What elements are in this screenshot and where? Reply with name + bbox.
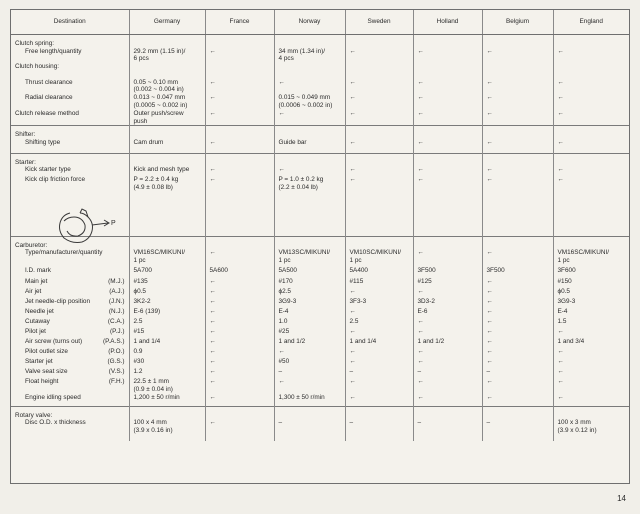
empty-cell (345, 153, 413, 166)
row-abbreviation: (F.H.) (108, 378, 125, 386)
section-title: Rotary valve: (11, 406, 129, 419)
value-cell: ← (482, 378, 553, 394)
row-label (11, 139, 129, 153)
value-cell: Guide bar (274, 139, 345, 153)
value-cell: – (413, 368, 482, 378)
value-cell (553, 63, 629, 79)
row-label (11, 94, 129, 110)
row-label (11, 79, 129, 94)
empty-cell (345, 406, 413, 419)
empty-cell (345, 236, 413, 249)
column-header: England (553, 10, 629, 35)
value-cell: ← (205, 338, 274, 348)
value-cell: ← (345, 110, 413, 126)
value-cell: 1,300 ± 50 r/min (274, 394, 345, 406)
value-cell: #135 (129, 278, 205, 288)
row-label-text: Disc O.D. x thickness (25, 419, 86, 427)
row-label (11, 298, 129, 308)
value-cell: ← (274, 110, 345, 126)
empty-cell (345, 126, 413, 139)
row-label (11, 358, 129, 368)
value-cell: 3F3-3 (345, 298, 413, 308)
value-cell: 3G9-3 (274, 298, 345, 308)
value-cell: VM16SC/MIKUNI/ 1 pc (553, 249, 629, 267)
value-cell: ← (205, 249, 274, 267)
table-row (11, 249, 629, 267)
row-label-text: Radial clearance (25, 93, 73, 101)
row-label-text: Air jet (25, 288, 42, 296)
value-cell: ϕ0.5 (129, 288, 205, 298)
value-cell: P = 1.0 ± 0.2 kg (2.2 ± 0.04 lb) (274, 176, 345, 236)
value-cell: 22.5 ± 1 mm (0.9 ± 0.04 in) (129, 378, 205, 394)
table-row (11, 278, 629, 288)
row-label-text: Needle jet (25, 308, 54, 316)
table-row (11, 419, 629, 441)
row-label-text: Type/manufacturer/quantity (25, 249, 103, 257)
value-cell: 34 mm (1.34 in)/ 4 pcs (274, 48, 345, 63)
table-row (11, 94, 629, 110)
value-cell: ← (205, 318, 274, 328)
value-cell (129, 63, 205, 79)
row-label-text: Pilot outlet size (25, 348, 68, 356)
value-cell: ← (482, 288, 553, 298)
value-cell: 100 x 3 mm (3.9 x 0.12 in) (553, 419, 629, 441)
row-label (11, 394, 129, 406)
empty-cell (553, 126, 629, 139)
value-cell: ← (482, 139, 553, 153)
value-cell: E-4 (553, 308, 629, 318)
value-cell (205, 63, 274, 79)
value-cell: ← (345, 378, 413, 394)
value-cell: ← (345, 308, 413, 318)
value-cell: 1 and 3/4 (553, 338, 629, 348)
value-cell: ← (413, 378, 482, 394)
value-cell: ← (482, 308, 553, 318)
value-cell: ← (345, 139, 413, 153)
empty-cell (413, 35, 482, 48)
value-cell: 1 and 1/2 (413, 338, 482, 348)
table-row (11, 48, 629, 63)
value-cell: ← (274, 348, 345, 358)
value-cell: ← (553, 176, 629, 236)
value-cell: 0.05 ~ 0.10 mm (0.002 ~ 0.004 in) (129, 79, 205, 94)
section-title: Starter: (11, 153, 129, 166)
value-cell: ← (205, 110, 274, 126)
column-header: Holland (413, 10, 482, 35)
value-cell: ← (345, 394, 413, 406)
value-cell: ← (205, 139, 274, 153)
value-cell: ← (553, 94, 629, 110)
empty-cell (129, 35, 205, 48)
row-abbreviation: (A.J.) (109, 288, 125, 296)
value-cell: ← (274, 378, 345, 394)
value-cell: ← (553, 48, 629, 63)
value-cell: ← (345, 328, 413, 338)
value-cell: ← (553, 394, 629, 406)
value-cell: ← (413, 318, 482, 328)
row-label-text: Clutch housing: (15, 62, 60, 70)
value-cell: ← (482, 278, 553, 288)
value-cell: ← (553, 378, 629, 394)
empty-cell (482, 406, 553, 419)
value-cell: ← (205, 288, 274, 298)
value-cell: ← (482, 358, 553, 368)
row-label (11, 110, 129, 126)
empty-cell (482, 236, 553, 249)
value-cell: ← (345, 288, 413, 298)
row-label (11, 378, 129, 394)
column-header: Sweden (345, 10, 413, 35)
value-cell: ← (482, 176, 553, 236)
value-cell: ← (345, 94, 413, 110)
value-cell: ← (205, 328, 274, 338)
row-abbreviation: (G.S.) (107, 358, 125, 366)
value-cell: 1 and 1/4 (345, 338, 413, 348)
row-abbreviation: (P.A.S.) (102, 338, 125, 346)
value-cell: ← (413, 348, 482, 358)
value-cell: VM16SC/MIKUNI/ 1 pc (129, 249, 205, 267)
row-label (11, 318, 129, 328)
empty-cell (274, 126, 345, 139)
table-row (11, 166, 629, 176)
value-cell: 1,200 ± 50 r/min (129, 394, 205, 406)
value-cell: ← (413, 176, 482, 236)
row-label (11, 278, 129, 288)
table-row (11, 298, 629, 308)
empty-cell (553, 236, 629, 249)
column-header: France (205, 10, 274, 35)
empty-cell (205, 126, 274, 139)
row-abbreviation: (C.A.) (107, 318, 125, 326)
value-cell: #125 (413, 278, 482, 288)
row-label-text: Air screw (turns out) (25, 338, 83, 346)
value-cell: – (345, 419, 413, 441)
value-cell: 3F500 (413, 267, 482, 278)
value-cell: ← (482, 318, 553, 328)
value-cell: ← (482, 94, 553, 110)
section-title: Clutch spring: (11, 35, 129, 48)
section-title-row (11, 406, 629, 419)
value-cell: ← (345, 348, 413, 358)
row-label-text: Kick clip friction force (25, 176, 86, 184)
value-cell: 2.5 (345, 318, 413, 328)
value-cell: #25 (274, 328, 345, 338)
value-cell: – (274, 419, 345, 441)
value-cell: 2.5 (129, 318, 205, 328)
row-label-text: Starter jet (25, 358, 53, 366)
empty-cell (274, 35, 345, 48)
value-cell: ← (553, 79, 629, 94)
row-label-text: Jet needle-clip position (25, 298, 91, 306)
value-cell (413, 63, 482, 79)
value-cell: ← (205, 79, 274, 94)
value-cell: #30 (129, 358, 205, 368)
value-cell: E-4 (274, 308, 345, 318)
row-label-text: Main jet (25, 278, 48, 286)
value-cell: ← (482, 110, 553, 126)
row-label (11, 166, 129, 176)
value-cell: 1 and 1/2 (274, 338, 345, 348)
row-label-text: I.D. mark (25, 267, 51, 275)
value-cell: ← (205, 368, 274, 378)
value-cell: 1 and 1/4 (129, 338, 205, 348)
row-label-text: Float height (25, 378, 59, 386)
row-label (11, 338, 129, 348)
value-cell: ← (413, 94, 482, 110)
value-cell: VM10SC/MIKUNI/ 1 pc (345, 249, 413, 267)
empty-cell (413, 236, 482, 249)
value-cell: ← (205, 308, 274, 318)
value-cell: 3K2-2 (129, 298, 205, 308)
value-cell: VM13SC/MIKUNI/ 1 pc (274, 249, 345, 267)
value-cell: – (482, 368, 553, 378)
value-cell: – (413, 419, 482, 441)
empty-cell (129, 126, 205, 139)
value-cell: ← (205, 378, 274, 394)
row-label-text: Free length/quantity (25, 47, 82, 55)
row-label-text: Thrust clearance (25, 78, 73, 86)
value-cell: ← (482, 338, 553, 348)
value-cell: ← (274, 79, 345, 94)
value-cell: 3F600 (553, 267, 629, 278)
value-cell (274, 63, 345, 79)
value-cell: ← (482, 249, 553, 267)
kick-clip-diagram (52, 205, 122, 247)
empty-cell (413, 126, 482, 139)
value-cell: ← (413, 328, 482, 338)
page-number: 14 (617, 494, 626, 503)
empty-cell (553, 153, 629, 166)
value-cell: 5A700 (129, 267, 205, 278)
value-cell: ← (553, 139, 629, 153)
table-row (11, 348, 629, 358)
row-label (11, 267, 129, 278)
empty-cell (482, 153, 553, 166)
value-cell: Cam drum (129, 139, 205, 153)
value-cell: ← (413, 166, 482, 176)
empty-cell (482, 126, 553, 139)
table-row (11, 139, 629, 153)
empty-cell (274, 236, 345, 249)
table-row (11, 368, 629, 378)
empty-cell (553, 406, 629, 419)
header-row (11, 10, 629, 35)
value-cell: ← (482, 48, 553, 63)
empty-cell (413, 406, 482, 419)
value-cell: #115 (345, 278, 413, 288)
section-title-row (11, 153, 629, 166)
value-cell: 0.9 (129, 348, 205, 358)
row-label-text: Kick starter type (25, 166, 71, 174)
column-header: Germany (129, 10, 205, 35)
value-cell: ← (482, 394, 553, 406)
section-title-row (11, 126, 629, 139)
empty-cell (482, 35, 553, 48)
value-cell: Kick and mesh type (129, 166, 205, 176)
empty-cell (205, 153, 274, 166)
value-cell (345, 63, 413, 79)
value-cell: ← (205, 298, 274, 308)
value-cell: 5A500 (274, 267, 345, 278)
value-cell: ϕ0.5 (553, 288, 629, 298)
value-cell: 5A400 (345, 267, 413, 278)
row-abbreviation: (V.S.) (108, 368, 125, 376)
table-row (11, 63, 629, 79)
row-abbreviation: (P.O.) (108, 348, 125, 356)
table-row (11, 394, 629, 406)
value-cell: ← (413, 79, 482, 94)
value-cell: ϕ2.5 (274, 288, 345, 298)
value-cell: ← (482, 298, 553, 308)
row-abbreviation: (J.N.) (108, 298, 125, 306)
value-cell: ← (413, 48, 482, 63)
value-cell: 1.0 (274, 318, 345, 328)
value-cell: 3F500 (482, 267, 553, 278)
empty-cell (129, 236, 205, 249)
value-cell: ← (413, 358, 482, 368)
value-cell: E-6 (413, 308, 482, 318)
empty-cell (205, 406, 274, 419)
value-cell: 1.2 (129, 368, 205, 378)
value-cell: ← (553, 368, 629, 378)
value-cell: ← (205, 394, 274, 406)
table-row (11, 328, 629, 338)
value-cell: ← (482, 166, 553, 176)
table-row (11, 378, 629, 394)
row-label (11, 288, 129, 298)
value-cell: 1.5 (553, 318, 629, 328)
value-cell: ← (413, 139, 482, 153)
empty-cell (413, 153, 482, 166)
value-cell: ← (205, 176, 274, 236)
table-row (11, 79, 629, 94)
row-label (11, 249, 129, 267)
value-cell: #15 (129, 328, 205, 338)
table-row (11, 288, 629, 298)
row-abbreviation: (P.J.) (110, 328, 125, 336)
value-cell: ← (553, 110, 629, 126)
section-title: Carburetor: (11, 236, 129, 249)
value-cell: 100 x 4 mm (3.9 x 0.16 in) (129, 419, 205, 441)
value-cell: 5A600 (205, 267, 274, 278)
value-cell: 29.2 mm (1.15 in)/ 6 pcs (129, 48, 205, 63)
value-cell: P = 2.2 ± 0.4 kg (4.9 ± 0.08 lb) (129, 176, 205, 236)
value-cell: 0.013 ~ 0.047 mm (0.0005 ~ 0.002 in) (129, 94, 205, 110)
value-cell: #170 (274, 278, 345, 288)
value-cell: ← (205, 419, 274, 441)
empty-cell (205, 236, 274, 249)
value-cell: ← (274, 166, 345, 176)
value-cell: 0.015 ~ 0.049 mm (0.0006 ~ 0.002 in) (274, 94, 345, 110)
value-cell: ← (413, 249, 482, 267)
row-label (11, 308, 129, 318)
section-title: Shifter: (11, 126, 129, 139)
column-header: Norway (274, 10, 345, 35)
table-row (11, 110, 629, 126)
row-label-text: Valve seat size (25, 368, 68, 376)
value-cell: – (274, 368, 345, 378)
table-row (11, 308, 629, 318)
table-row (11, 318, 629, 328)
column-header: Belgium (482, 10, 553, 35)
value-cell: ← (205, 94, 274, 110)
empty-cell (205, 35, 274, 48)
row-label (11, 368, 129, 378)
value-cell: ← (345, 79, 413, 94)
value-cell: ← (413, 394, 482, 406)
value-cell: ← (345, 176, 413, 236)
value-cell: ← (482, 79, 553, 94)
value-cell: ← (413, 110, 482, 126)
empty-cell (274, 153, 345, 166)
value-cell: ← (482, 348, 553, 358)
row-label-text: Pilot jet (25, 328, 46, 336)
value-cell: – (345, 368, 413, 378)
value-cell: ← (345, 358, 413, 368)
value-cell: ← (345, 48, 413, 63)
value-cell: ← (553, 328, 629, 338)
value-cell: ← (205, 166, 274, 176)
value-cell: ← (205, 278, 274, 288)
value-cell: ← (345, 166, 413, 176)
value-cell: ← (482, 328, 553, 338)
value-cell: – (482, 419, 553, 441)
row-label (11, 48, 129, 63)
row-label-text: Engine idling speed (25, 394, 81, 402)
table-row (11, 338, 629, 348)
value-cell: ← (413, 288, 482, 298)
row-label (11, 63, 129, 79)
column-header: Destination (11, 10, 129, 35)
section-title-row (11, 35, 629, 48)
row-abbreviation: (M.J.) (108, 278, 125, 286)
row-label (11, 328, 129, 338)
value-cell: ← (553, 358, 629, 368)
value-cell: ← (205, 48, 274, 63)
empty-cell (129, 153, 205, 166)
value-cell: 3G9-3 (553, 298, 629, 308)
row-label-text: Cutaway (25, 318, 50, 326)
row-label-text: Clutch release method (15, 109, 79, 117)
empty-cell (345, 35, 413, 48)
value-cell: 3D3-2 (413, 298, 482, 308)
table-row (11, 358, 629, 368)
empty-cell (274, 406, 345, 419)
value-cell: Outer push/screw push (129, 110, 205, 126)
value-cell: ← (553, 348, 629, 358)
row-label-text: Shifting type (25, 139, 61, 147)
figure-label: P (111, 220, 116, 227)
empty-cell (553, 35, 629, 48)
value-cell: #150 (553, 278, 629, 288)
value-cell: ← (205, 348, 274, 358)
value-cell: ← (205, 358, 274, 368)
value-cell: E-6 (139) (129, 308, 205, 318)
empty-cell (129, 406, 205, 419)
row-label (11, 419, 129, 441)
value-cell (482, 63, 553, 79)
value-cell: ← (553, 166, 629, 176)
table-row (11, 267, 629, 278)
row-label (11, 348, 129, 358)
row-abbreviation: (N.J.) (108, 308, 125, 316)
value-cell: #50 (274, 358, 345, 368)
